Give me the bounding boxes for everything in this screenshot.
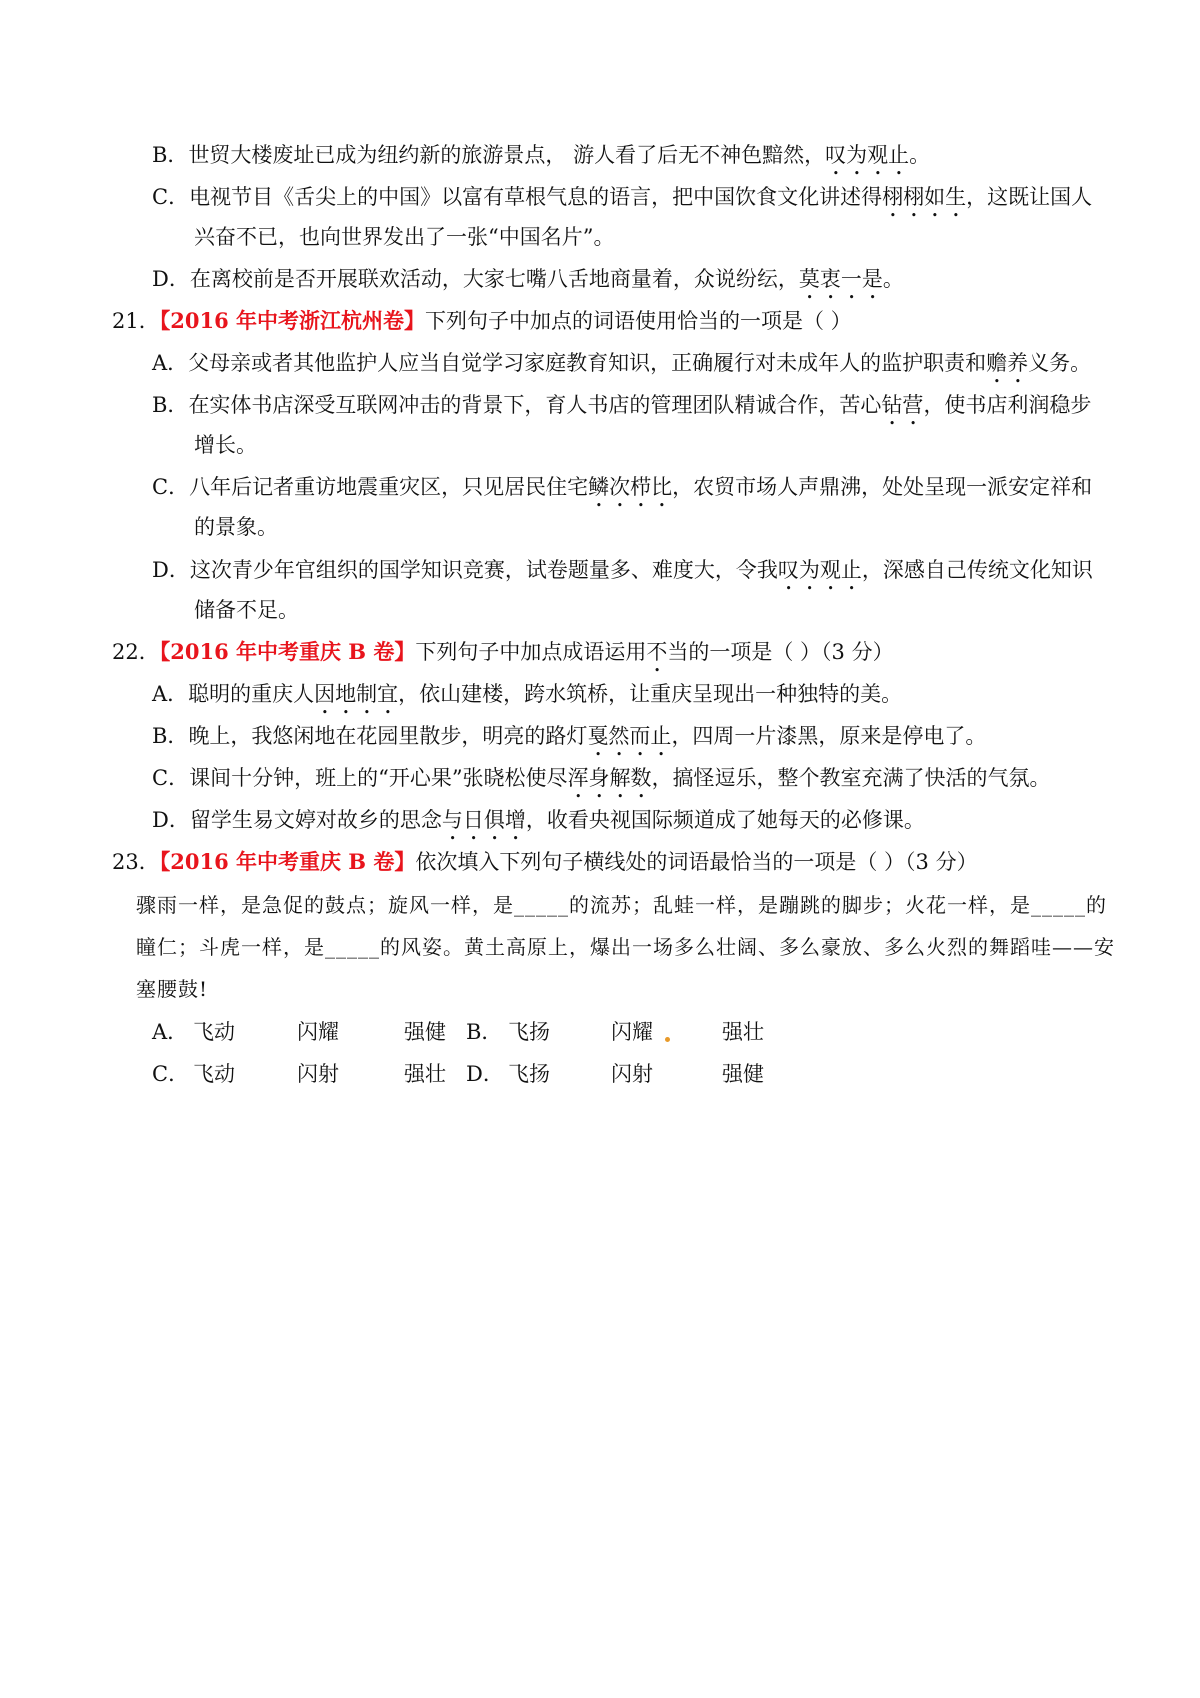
q23-option-a-word-3: 强健 <box>404 1020 446 1044</box>
q22-option-d <box>152 805 925 845</box>
q23-option-c-word-2: 闪射 <box>297 1062 339 1086</box>
option-tail: 。 <box>882 267 904 291</box>
dotted-phrase: 戛然而止 <box>587 724 672 748</box>
option-text: 电视节目《舌尖上的中国》以富有草根气息的语言，把中国饮食文化讲述得 <box>189 185 883 209</box>
q23-passage-line-3 <box>136 974 208 1004</box>
option-tail: ，搞怪逗乐，整个教室充满了快活的气氛。 <box>651 766 1051 790</box>
question-number: 22． <box>112 640 160 664</box>
option-continuation: 兴奋不已，也向世界发出了一张“中国名片”。 <box>194 225 615 249</box>
q23-option-a-word-1: 飞动 <box>193 1020 235 1044</box>
dotted-phrase: 栩栩如生 <box>882 185 967 209</box>
option-label: C． <box>152 475 190 499</box>
q22-option-c <box>152 763 1051 803</box>
dotted-phrase: 莫衷一是 <box>798 267 883 291</box>
question-21-stem <box>112 306 852 336</box>
q23-option-b-word-3: 强壮 <box>722 1020 764 1044</box>
q21-option-c <box>152 472 1092 512</box>
dotted-phrase: 叹为观止 <box>777 558 862 582</box>
option-tail: ，使书店利润稳步 <box>923 393 1092 417</box>
q21-option-d-continued <box>194 595 299 625</box>
q23-passage-line-1 <box>136 890 1107 920</box>
question-stem: 下列句子中加点成语运用 <box>415 640 647 664</box>
q21-option-b-continued <box>194 430 257 460</box>
option-text: 这次青少年官组织的国学知识竞赛，试卷题量多、难度大，令我 <box>189 558 778 582</box>
q23-option-b-word-1: 飞扬 <box>508 1020 550 1044</box>
question-23-stem <box>112 847 978 877</box>
q23-option-c-label: C． <box>152 1062 190 1086</box>
q23-option-d-word-1: 飞扬 <box>508 1062 550 1086</box>
prev-option-d <box>152 264 904 304</box>
q23-option-d-word-2: 闪射 <box>611 1062 653 1086</box>
option-text: 晚上，我悠闲地在花园里散步，明亮的路灯 <box>188 724 588 748</box>
q22-option-a <box>152 679 902 719</box>
dotted-phrase: 与日俱增 <box>441 808 526 832</box>
passage-text: 瞳仁；斗虎一样，是_____的风姿。黄土高原上，爆出一场多么壮阔、多么豪放、多么火烈的舞蹈哇——安 <box>136 935 1115 959</box>
q22-option-b <box>152 721 986 761</box>
dotted-phrase: 钻营 <box>881 393 924 417</box>
q23-option-b-label: B． <box>466 1020 503 1044</box>
dotted-phrase: 鳞次栉比 <box>588 475 673 499</box>
option-label: B． <box>152 724 189 748</box>
option-label: D． <box>152 558 190 582</box>
option-tail: ，四周一片漆黑，原来是停电了。 <box>671 724 987 748</box>
q23-option-a-label: A． <box>152 1020 189 1044</box>
q21-option-b <box>152 390 1091 430</box>
option-tail: ，收看央视国际频道成了她每天的必修课。 <box>525 808 925 832</box>
option-label: A． <box>152 351 189 375</box>
option-tail: ，深感自己传统文化知识 <box>861 558 1093 582</box>
option-text: 课间十分钟，班上的“开心果”张晓松使尽 <box>189 766 568 790</box>
dotted-character: 不 <box>646 640 668 664</box>
option-continuation: 的景象。 <box>194 515 278 539</box>
q23-option-b-word-2: 闪耀 <box>611 1020 653 1044</box>
q21-option-c-continued <box>194 512 278 542</box>
q23-option-d-label: D． <box>466 1062 504 1086</box>
option-label: C． <box>152 185 190 209</box>
option-continuation: 增长。 <box>194 433 257 457</box>
question-source: 【2016 年中考浙江杭州卷】 <box>159 308 425 333</box>
option-text: 八年后记者重访地震重灾区，只见居民住宅 <box>189 475 589 499</box>
option-text: 在实体书店深受互联网冲击的背景下，育人书店的管理团队精诚合作，苦心 <box>188 393 882 417</box>
option-label: B． <box>152 393 189 417</box>
question-stem-tail: 当的一项是（ ）（3 分） <box>667 640 894 664</box>
dotted-phrase: 浑身解数 <box>567 766 652 790</box>
question-stem: 依次填入下列句子横线处的词语最恰当的一项是（ ）（3 分） <box>415 850 978 874</box>
prev-option-c-continued <box>194 222 614 252</box>
option-label: A． <box>152 682 189 706</box>
dotted-phrase: 因地制宜 <box>314 682 399 706</box>
question-22-stem <box>112 637 894 677</box>
option-label: B． <box>152 143 189 167</box>
question-source: 【2016 年中考重庆 B 卷】 <box>159 849 416 874</box>
prev-option-b <box>152 140 930 180</box>
question-stem: 下列句子中加点的词语使用恰当的一项是（ ） <box>425 309 852 333</box>
q23-option-d-word-3: 强健 <box>722 1062 764 1086</box>
question-number: 23． <box>112 850 160 874</box>
option-tail: ，依山建楼，跨水筑桥，让重庆呈现出一种独特的美。 <box>398 682 903 706</box>
q23-option-c-word-1: 飞动 <box>193 1062 235 1086</box>
dotted-phrase: 赡养 <box>986 351 1029 375</box>
option-text: 聪明的重庆人 <box>188 682 315 706</box>
option-continuation: 储备不足。 <box>194 598 299 622</box>
option-label: D． <box>152 267 190 291</box>
passage-text: 骤雨一样，是急促的鼓点；旋风一样，是_____的流苏；乱蛙一样，是蹦跳的脚步；火花一样，是_____的 <box>136 893 1107 917</box>
dotted-phrase: 叹为观止 <box>825 143 910 167</box>
q23-option-c-word-3: 强壮 <box>404 1062 446 1086</box>
prev-option-c <box>152 182 1092 222</box>
marker-dot <box>665 1037 670 1042</box>
option-text: 留学生易文婷对故乡的思念 <box>189 808 442 832</box>
question-source: 【2016 年中考重庆 B 卷】 <box>159 639 416 664</box>
option-text: 父母亲或者其他监护人应当自觉学习家庭教育知识，正确履行对未成年人的监护职责和 <box>188 351 987 375</box>
option-tail: ，农贸市场人声鼎沸，处处呈现一派安定祥和 <box>672 475 1093 499</box>
question-number: 21． <box>112 309 160 333</box>
q21-option-d <box>152 555 1093 595</box>
q23-passage-line-2 <box>136 932 1115 962</box>
option-label: C． <box>152 766 190 790</box>
passage-text: 塞腰鼓! <box>136 977 209 1001</box>
q21-option-a <box>152 348 1091 388</box>
option-tail: 义务。 <box>1028 351 1092 375</box>
option-text: 在离校前是否开展联欢活动，大家七嘴八舌地商量着，众说纷纭， <box>189 267 799 291</box>
option-text: 世贸大楼废址已成为纽约新的旅游景点， 游人看了后无不神色黯然， <box>188 143 826 167</box>
option-tail: ，这既让国人 <box>966 185 1093 209</box>
option-tail: 。 <box>909 143 931 167</box>
q23-option-a-word-2: 闪耀 <box>297 1020 339 1044</box>
option-label: D． <box>152 808 190 832</box>
